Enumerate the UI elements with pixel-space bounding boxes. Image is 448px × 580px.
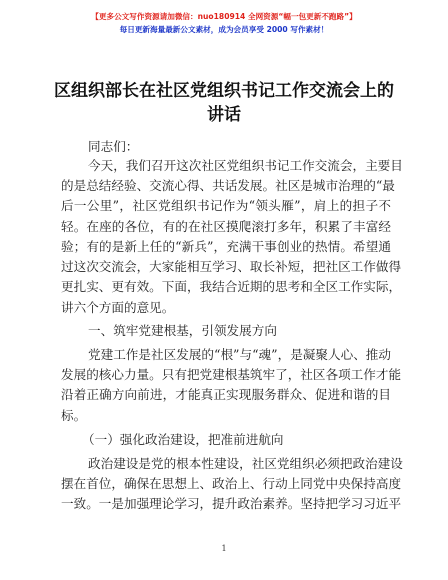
- promo-banner-top: 【更多公文写作资源请加微信：nuo180914 全网资源“幅一包更新不跑路”】: [91, 12, 357, 21]
- section-heading-1: 一、筑牢党建根基，引领发展方向: [88, 323, 277, 338]
- paragraph-1-line-5: 验；有的是新上任的“新兵”，充满干事创业的热情。希望通: [61, 239, 391, 254]
- paragraph-1-line-6: 过这次交流会，大家能相互学习、取长补短，把社区工作做得: [61, 259, 402, 274]
- paragraph-1-line-1: 今天，我们召开这次社区党组织书记工作交流会，主要目: [88, 158, 403, 173]
- paragraph-2-line-4: 标。: [61, 408, 87, 423]
- paragraph-2-line-1: 党建工作是社区发展的“根”与“魂”，是凝聚人心、推动: [88, 347, 391, 362]
- promo-banner-bottom: 每日更新海量最新公文素材，成为会员享受 2000 写作素材！: [119, 25, 329, 34]
- document-title-line-2: 讲话: [207, 105, 241, 125]
- paragraph-1-line-7: 更扎实、更有效。下面，我结合近期的思考和全区工作实际，: [61, 279, 402, 294]
- salutation: 同志们：: [88, 139, 139, 154]
- paragraph-2-line-2: 发展的核心力量。只有把党建根基筑牢了，社区各项工作才能: [61, 367, 402, 382]
- paragraph-1-line-3: 后一公里”，社区党组织书记作为“领头雁”，肩上的担子不: [61, 198, 391, 213]
- paragraph-1-line-8: 讲六个方面的意见。: [61, 300, 175, 315]
- paragraph-2-line-3: 沿着正确方向前进，才能真正实现服务群众、促进和谐的目: [61, 387, 391, 402]
- paragraph-1-line-2: 的是总结经验、交流心得、共话发展。社区是城市治理的“最: [61, 178, 395, 193]
- subsection-heading-1: （一）强化政治建设，把准前进航向: [82, 432, 284, 447]
- paragraph-1-line-4: 轻。在座的各位，有的在社区摸爬滚打多年，积累了丰富经: [61, 219, 391, 234]
- paragraph-3-line-3: 一致。一是加强理论学习，提升政治素养。坚持把学习习近平: [61, 496, 402, 511]
- document-title-line-1: 区组织部长在社区党组织书记工作交流会上的: [54, 81, 394, 101]
- page-number: 1: [221, 544, 227, 553]
- paragraph-3-line-1: 政治建设是党的根本性建设，社区党组织必须把政治建设: [88, 456, 403, 471]
- paragraph-3-line-2: 摆在首位，确保在思想上、政治上、行动上同党中央保持高度: [61, 476, 402, 491]
